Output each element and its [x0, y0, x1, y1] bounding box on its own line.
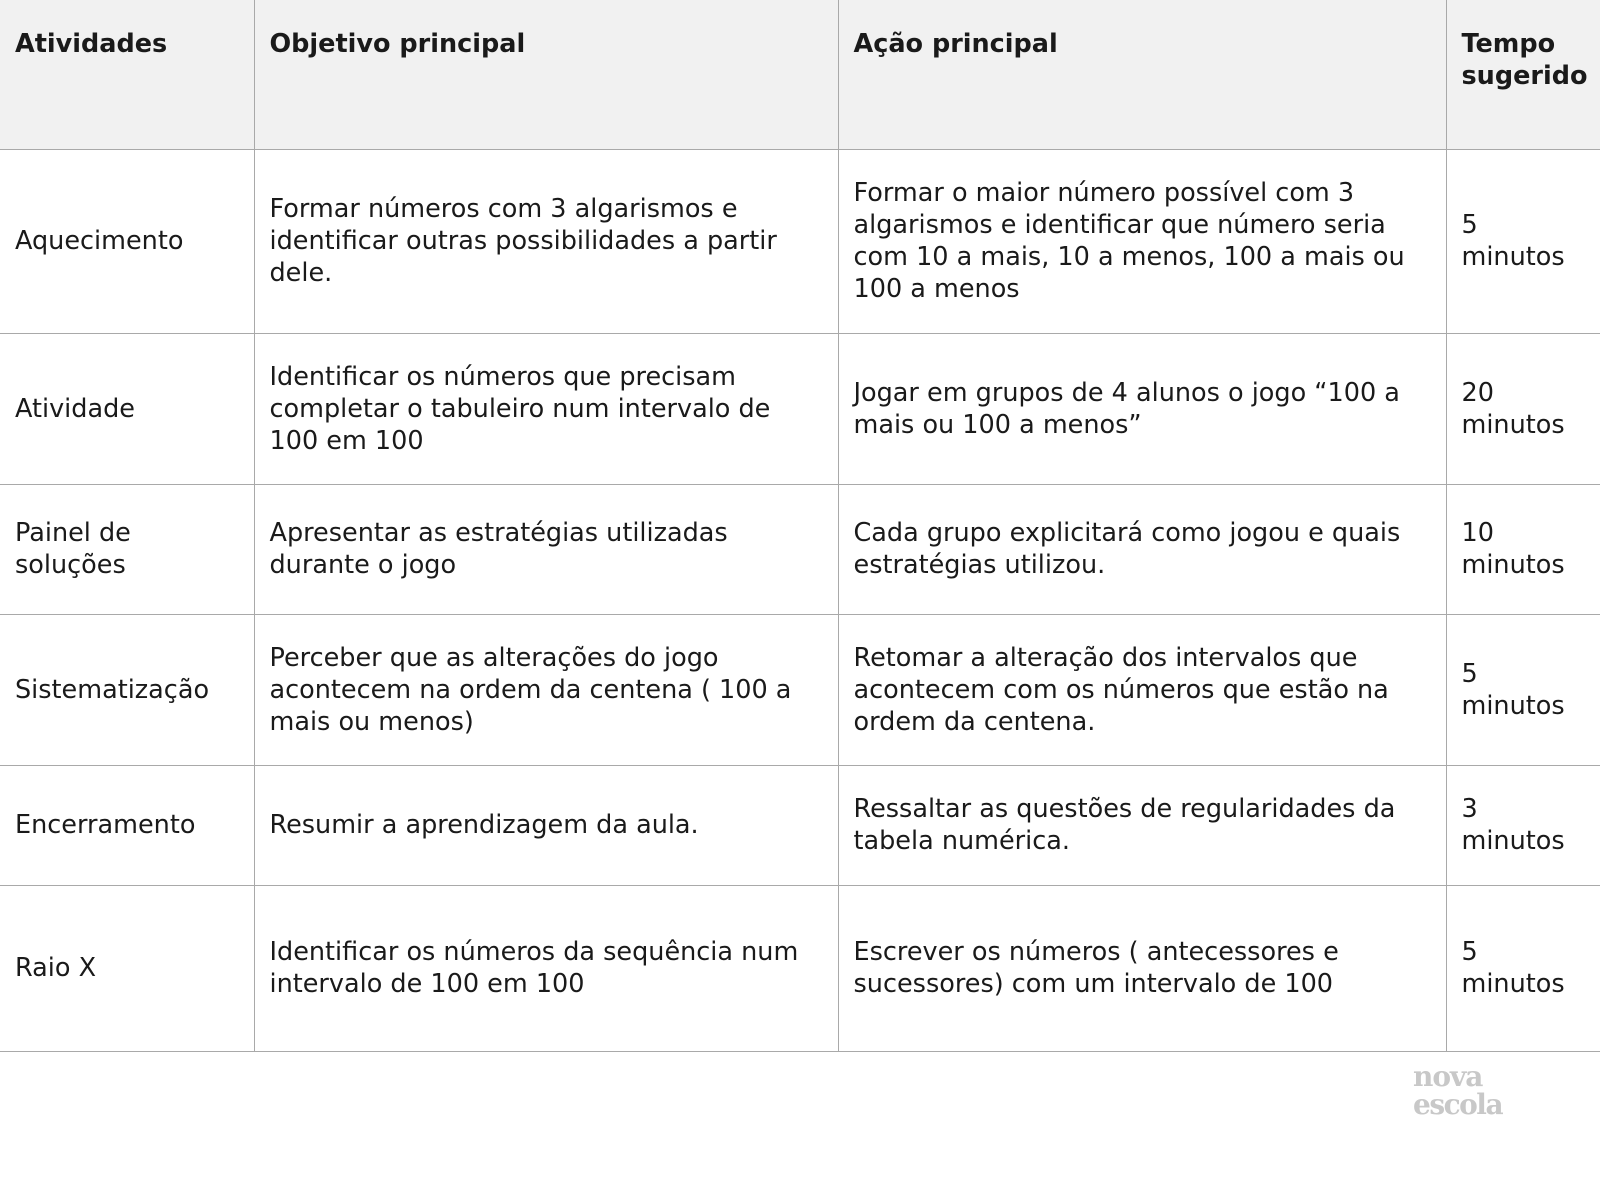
cell-acao: Ressaltar as questões de regularidades da tabela numérica.	[838, 765, 1446, 885]
table-row	[0, 484, 1600, 614]
cell-acao: Cada grupo explicitará como jogou e quais estratégias utilizou.	[838, 484, 1446, 614]
cell-atividade: Raio X	[0, 885, 254, 1051]
table-header-row	[0, 0, 1600, 149]
cell-atividade: Painel de soluções	[0, 484, 254, 614]
table-row	[0, 333, 1600, 484]
cell-atividade: Aquecimento	[0, 149, 254, 333]
cell-objetivo: Resumir a aprendizagem da aula.	[254, 765, 838, 885]
header-tempo-sugerido: Tempo sugerido	[1446, 0, 1600, 149]
cell-objetivo: Identificar os números da sequência num intervalo de 100 em 100	[254, 885, 838, 1051]
cell-tempo: 20 minutos	[1446, 333, 1600, 484]
cell-tempo: 10 minutos	[1446, 484, 1600, 614]
logo-text-escola: escola	[1413, 1088, 1503, 1120]
cell-objetivo: Perceber que as alterações do jogo acontecem na ordem da centena ( 100 a mais ou menos)	[254, 614, 838, 765]
table-row	[0, 614, 1600, 765]
cell-tempo: 5 minutos	[1446, 885, 1600, 1051]
header-objetivo-principal: Objetivo principal	[254, 0, 838, 149]
cell-tempo: 3 minutos	[1446, 765, 1600, 885]
logo-text-nova: nova	[1413, 1060, 1483, 1093]
header-acao-principal: Ação principal	[838, 0, 1446, 149]
cell-tempo: 5 minutos	[1446, 149, 1600, 333]
table-row	[0, 885, 1600, 1051]
nova-escola-logo	[1410, 1060, 1530, 1120]
cell-acao: Jogar em grupos de 4 alunos o jogo “100 a mais ou 100 a menos”	[838, 333, 1446, 484]
cell-objetivo: Apresentar as estratégias utilizadas durante o jogo	[254, 484, 838, 614]
cell-objetivo: Identificar os números que precisam completar o tabuleiro num intervalo de 100 em 100	[254, 333, 838, 484]
cell-acao: Escrever os números ( antecessores e sucessores) com um intervalo de 100	[838, 885, 1446, 1051]
table-row	[0, 149, 1600, 333]
cell-acao: Retomar a alteração dos intervalos que acontecem com os números que estão na ordem da centena.	[838, 614, 1446, 765]
cell-atividade: Atividade	[0, 333, 254, 484]
cell-tempo: 5 minutos	[1446, 614, 1600, 765]
header-atividades: Atividades	[0, 0, 254, 149]
cell-acao: Formar o maior número possível com 3 algarismos e identificar que número seria com 10 a mais, 10 a menos, 100 a mais ou 100 a menos	[838, 149, 1446, 333]
cell-atividade: Encerramento	[0, 765, 254, 885]
cell-atividade: Sistematização	[0, 614, 254, 765]
table-row	[0, 765, 1600, 885]
cell-objetivo: Formar números com 3 algarismos e identificar outras possibilidades a partir dele.	[254, 149, 838, 333]
